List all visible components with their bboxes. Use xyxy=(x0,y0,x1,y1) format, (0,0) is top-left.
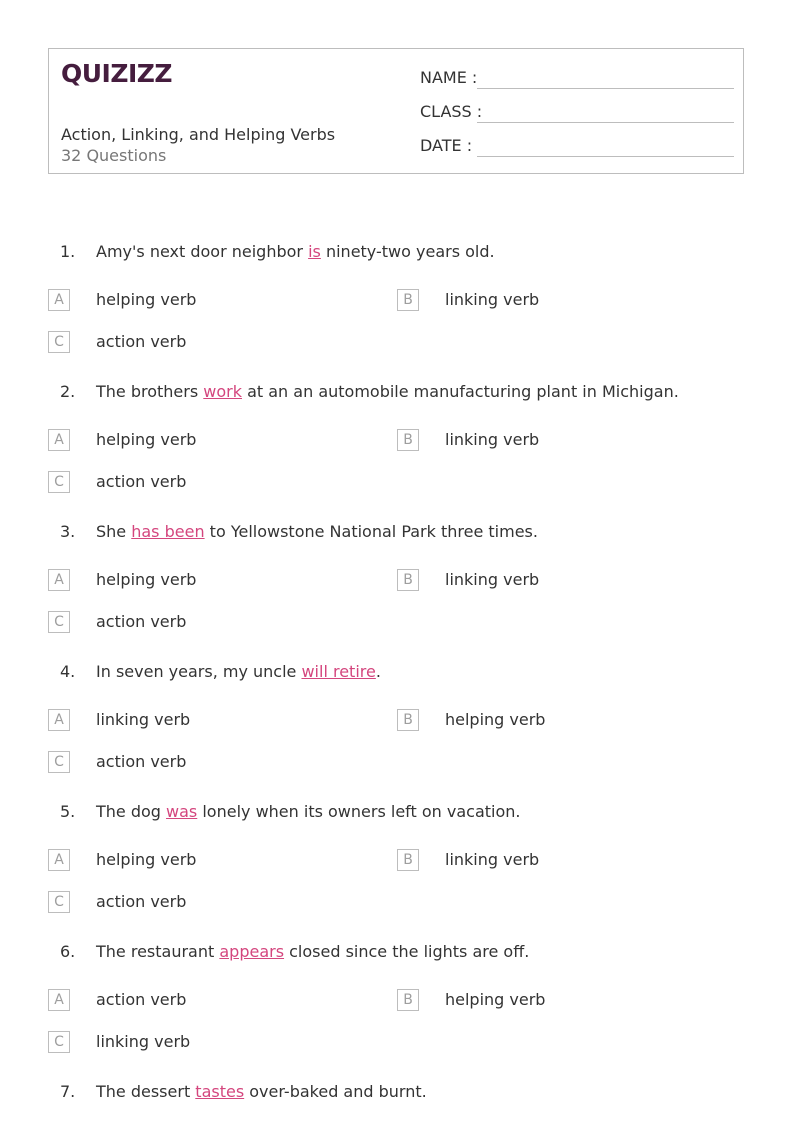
option-letter: C xyxy=(48,471,70,493)
option-letter: C xyxy=(48,751,70,773)
option-text: action verb xyxy=(96,752,187,771)
question-text: The dessert tastes over-baked and burnt. xyxy=(96,1082,427,1101)
option-letter: B xyxy=(397,989,419,1011)
highlighted-verb: work xyxy=(203,382,242,401)
class-field[interactable] xyxy=(420,102,734,126)
question-number: 4. xyxy=(60,662,76,681)
option-text: action verb xyxy=(96,990,187,1009)
question-text: In seven years, my uncle will retire. xyxy=(96,662,381,681)
option-letter: B xyxy=(397,289,419,311)
option-letter: C xyxy=(48,331,70,353)
option-letter: A xyxy=(48,569,70,591)
name-field[interactable] xyxy=(420,68,734,92)
option-text: helping verb xyxy=(96,850,197,869)
option-text: linking verb xyxy=(96,710,191,729)
option-text: helping verb xyxy=(445,990,546,1009)
option-text: helping verb xyxy=(96,430,197,449)
quizizz-logo: QUIZIZZ xyxy=(61,59,173,88)
option-text: action verb xyxy=(96,472,187,491)
question-2 xyxy=(0,382,794,522)
question-count: 32 Questions xyxy=(61,146,167,165)
option-text: helping verb xyxy=(96,570,197,589)
question-number: 5. xyxy=(60,802,76,821)
class-line[interactable] xyxy=(477,122,734,123)
highlighted-verb: tastes xyxy=(195,1082,245,1101)
worksheet-header xyxy=(48,48,744,174)
question-text: The dog was lonely when its owners left on vacation. xyxy=(96,802,521,821)
name-label: NAME : xyxy=(420,68,478,87)
question-number: 6. xyxy=(60,942,76,961)
highlighted-verb: has been xyxy=(131,522,205,541)
question-5 xyxy=(0,802,794,942)
question-number: 7. xyxy=(60,1082,76,1101)
question-3 xyxy=(0,522,794,662)
highlighted-verb: was xyxy=(166,802,198,821)
question-number: 1. xyxy=(60,242,76,261)
question-7 xyxy=(0,1082,794,1112)
question-text: The restaurant appears closed since the lights are off. xyxy=(96,942,530,961)
option-letter: A xyxy=(48,709,70,731)
question-6 xyxy=(0,942,794,1082)
question-1 xyxy=(0,242,794,382)
question-text: She has been to Yellowstone National Park three times. xyxy=(96,522,538,541)
option-letter: B xyxy=(397,709,419,731)
option-letter: B xyxy=(397,849,419,871)
highlighted-verb: will retire xyxy=(301,662,376,681)
option-letter: C xyxy=(48,891,70,913)
date-line[interactable] xyxy=(477,156,734,157)
question-text: Amy's next door neighbor is ninety-two years old. xyxy=(96,242,495,261)
name-line[interactable] xyxy=(477,88,734,89)
date-field[interactable] xyxy=(420,136,734,160)
question-4 xyxy=(0,662,794,802)
highlighted-verb: appears xyxy=(219,942,285,961)
worksheet-title: Action, Linking, and Helping Verbs xyxy=(61,125,336,144)
option-text: linking verb xyxy=(445,430,540,449)
highlighted-verb: is xyxy=(308,242,321,261)
option-text: action verb xyxy=(96,612,187,631)
option-text: helping verb xyxy=(96,290,197,309)
class-label: CLASS : xyxy=(420,102,483,121)
option-text: linking verb xyxy=(96,1032,191,1051)
option-letter: C xyxy=(48,1031,70,1053)
question-number: 2. xyxy=(60,382,76,401)
option-letter: A xyxy=(48,429,70,451)
option-letter: A xyxy=(48,289,70,311)
option-text: linking verb xyxy=(445,570,540,589)
option-text: action verb xyxy=(96,892,187,911)
date-label: DATE : xyxy=(420,136,473,155)
option-text: linking verb xyxy=(445,290,540,309)
question-number: 3. xyxy=(60,522,76,541)
option-text: linking verb xyxy=(445,850,540,869)
option-letter: A xyxy=(48,989,70,1011)
option-letter: B xyxy=(397,429,419,451)
option-letter: C xyxy=(48,611,70,633)
option-letter: A xyxy=(48,849,70,871)
option-text: action verb xyxy=(96,332,187,351)
option-text: helping verb xyxy=(445,710,546,729)
option-letter: B xyxy=(397,569,419,591)
question-text: The brothers work at an an automobile manufacturing plant in Michigan. xyxy=(96,382,679,401)
